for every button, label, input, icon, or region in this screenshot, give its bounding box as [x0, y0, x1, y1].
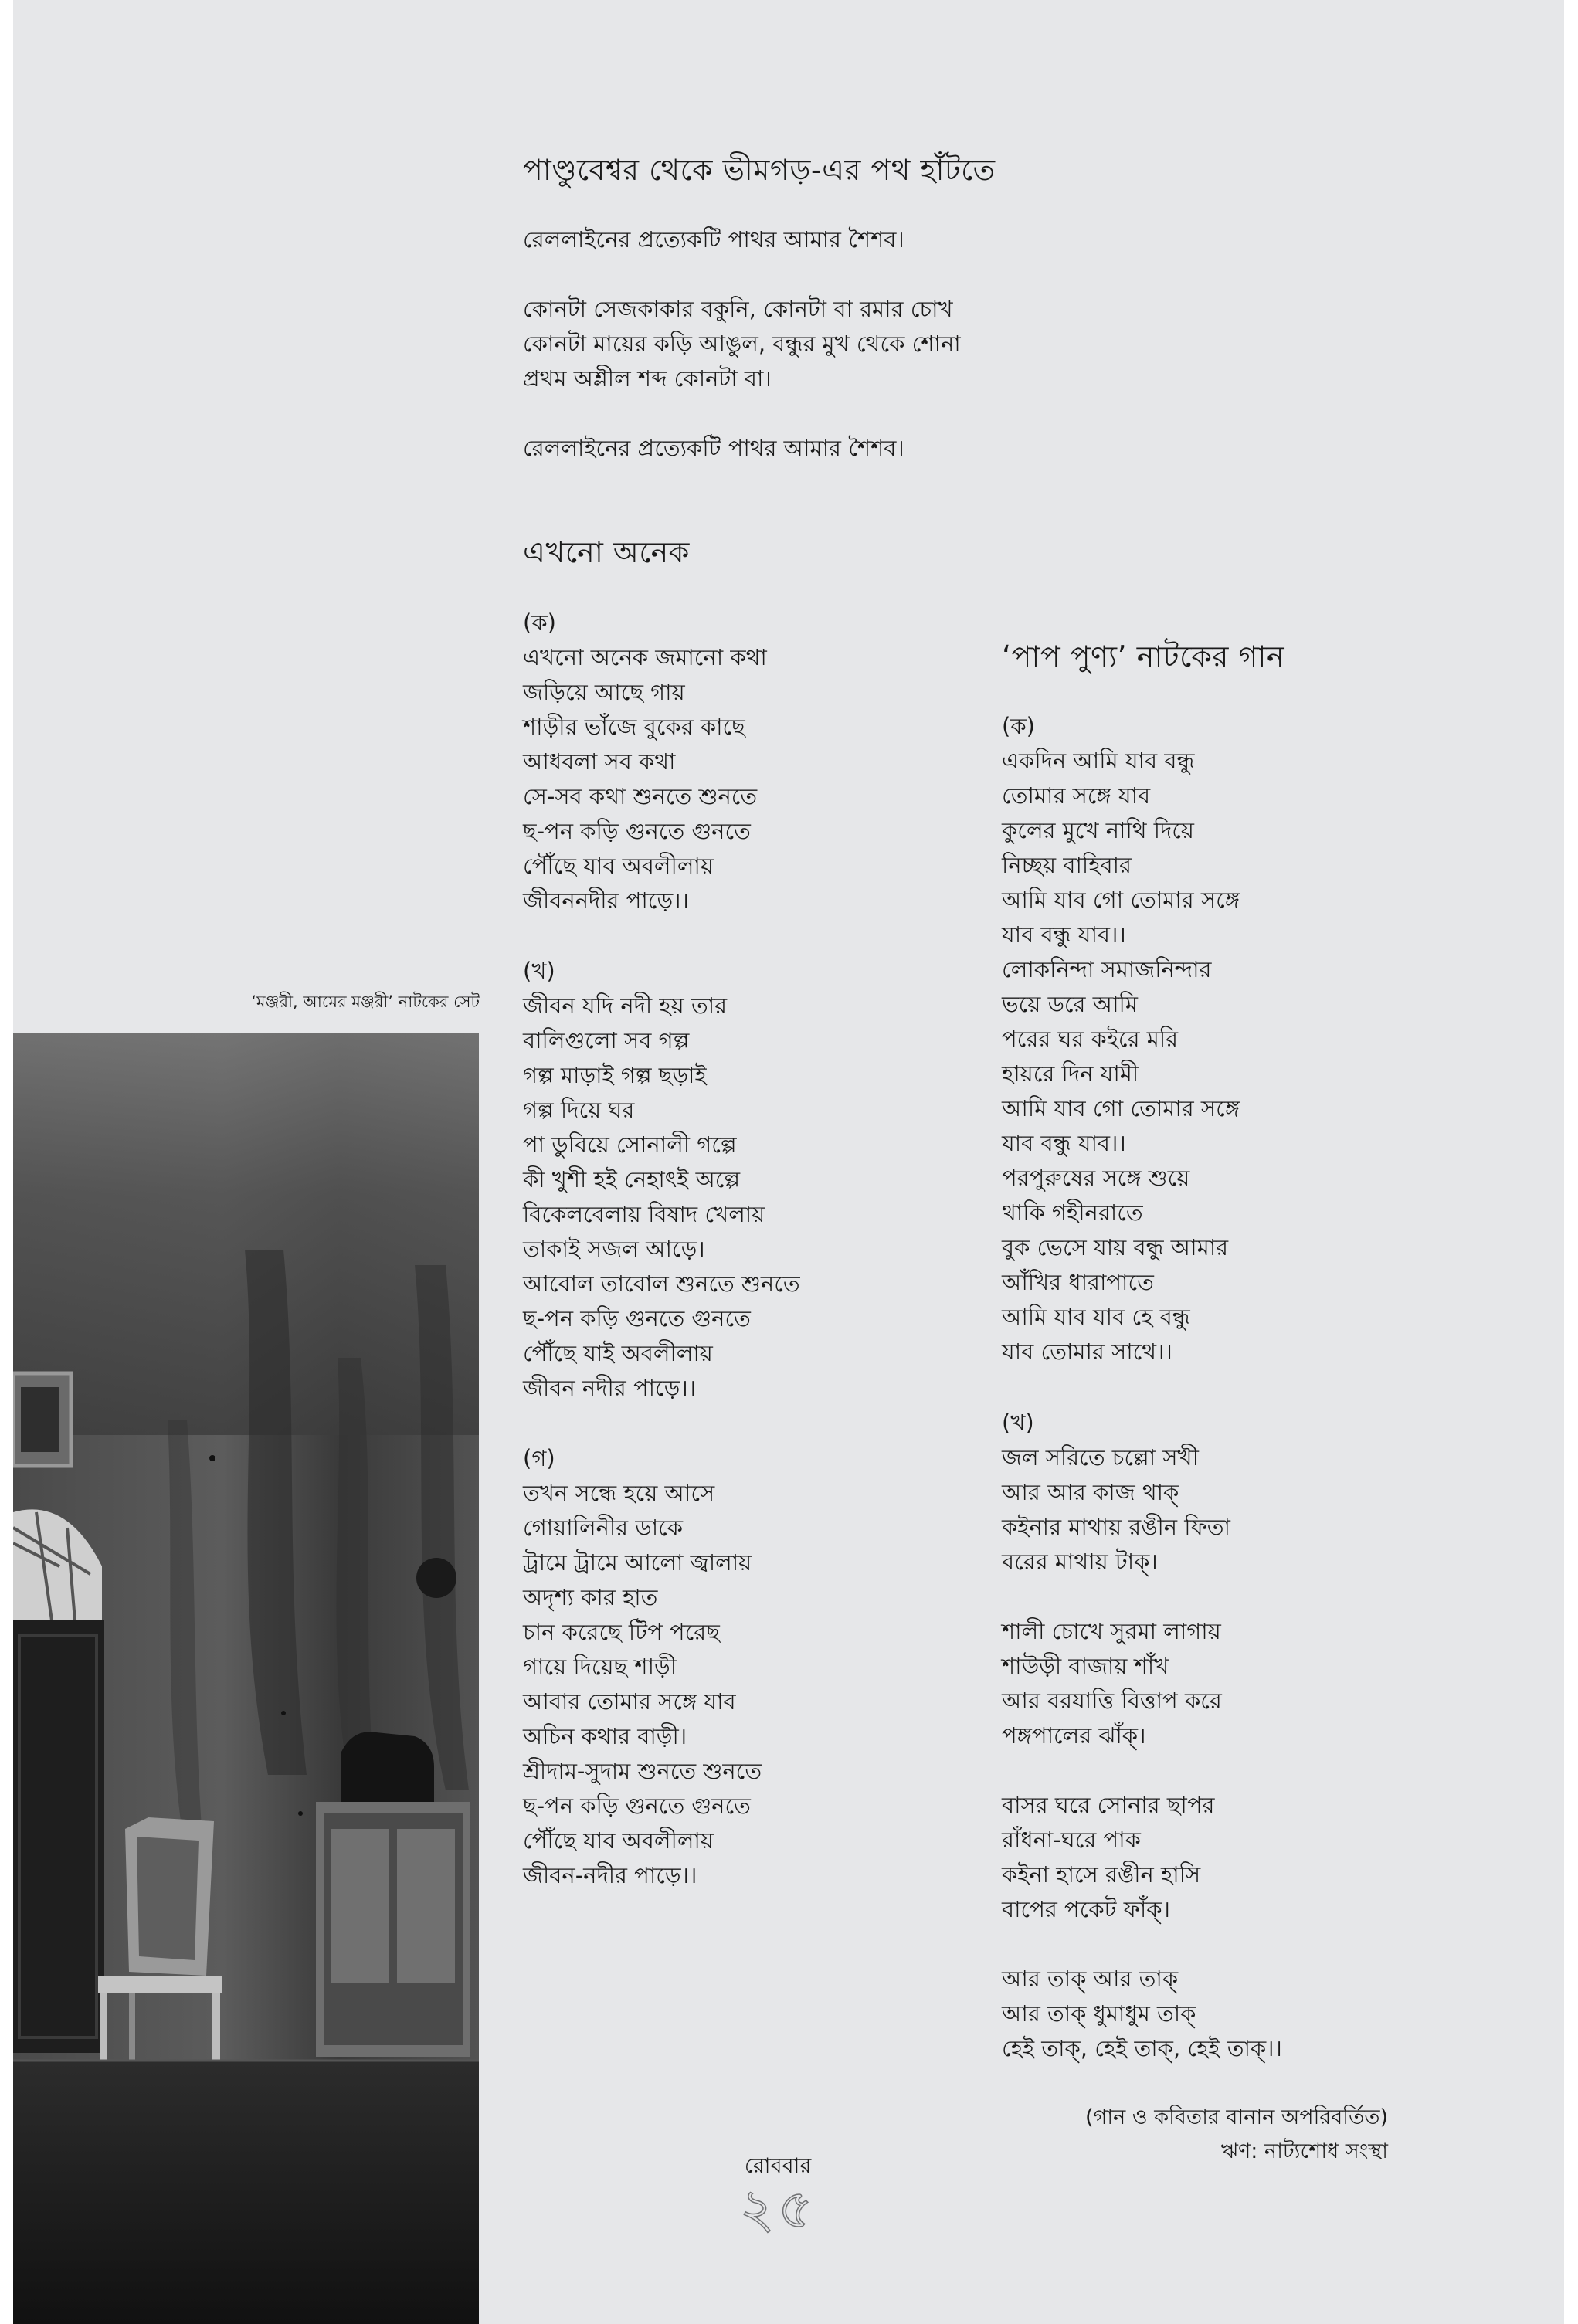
- song-line: আর তাক্ আর তাক্: [1002, 1966, 1179, 1992]
- poem-line: আবার তোমার সঙ্গে যাব: [523, 1688, 736, 1715]
- source-credit: ঋণ: নাট্যশোধ সংস্থা: [1220, 2139, 1388, 2163]
- song-line: কইনার মাথায় রঙীন ফিতা: [1002, 1514, 1230, 1540]
- song-line: বুক ভেসে যায় বন্ধু আমার: [1002, 1234, 1229, 1260]
- publication-name: রোববার: [744, 2154, 812, 2178]
- poem-line: পৌঁছে যাই অবলীলায়: [523, 1340, 713, 1366]
- poem1-stanza-3: [523, 431, 904, 466]
- poem2-section-ka: [523, 606, 767, 918]
- poem-line: জড়িয়ে আছে গায়: [523, 679, 685, 705]
- spelling-note: (গান ও কবিতার বানান অপরিবর্তিত): [1085, 2105, 1388, 2129]
- poem1-stanza-2: [523, 292, 961, 396]
- magazine-page: [13, 0, 1564, 2324]
- song-line: জল সরিতে চল্লো সখী: [1002, 1444, 1199, 1471]
- song-line: পরপুরুষের সঙ্গে শুয়ে: [1002, 1165, 1190, 1191]
- poem-line: অদৃশ্য কার হাত: [523, 1584, 658, 1610]
- stage-set-photo: [13, 1033, 479, 2324]
- song-line: পরের ঘর কইরে মরি: [1002, 1026, 1179, 1052]
- poem-line: অচিন কথার বাড়ী।: [523, 1723, 687, 1749]
- songs-section-ka: [1002, 709, 1240, 1369]
- song-line: কইনা হাসে রঙীন হাসি: [1002, 1861, 1201, 1888]
- section-label: (খ): [523, 958, 555, 984]
- song-line: হায়রে দিন যামী: [1002, 1060, 1139, 1087]
- section-label: (ক): [523, 609, 556, 636]
- credits-block: [1085, 2101, 1388, 2169]
- songs-section-kha: [1002, 1406, 1230, 1579]
- poem-line: ট্রামে ট্রামে আলো জ্বালায়: [523, 1549, 752, 1576]
- section-label: (ক): [1002, 713, 1035, 739]
- song-line: রাঁধনা-ঘরে পাক: [1002, 1827, 1141, 1853]
- song-line: আর তাক্ ধুমাধুম তাক্: [1002, 2000, 1196, 2027]
- song-line: বরের মাথায় টাক্।: [1002, 1549, 1158, 1575]
- poem-line: আধবলা সব কথা: [523, 748, 676, 775]
- poem-line: কী খুশী হই নেহাৎই অল্পে: [523, 1166, 741, 1193]
- poem-line: গোয়ালিনীর ডাকে: [523, 1515, 684, 1541]
- poem-line: বালিগুলো সব গল্প: [523, 1027, 690, 1053]
- poem-line: জীবন-নদীর পাড়ে।।: [523, 1862, 697, 1888]
- song-line: পঙ্গপালের ঝাঁক্।: [1002, 1722, 1146, 1749]
- song-line: কুলের মুখে নাথি দিয়ে: [1002, 817, 1195, 843]
- poem-line: রেললাইনের প্রত্যেকটি পাথর আমার শৈশব।: [523, 435, 904, 461]
- poem-line: পৌঁছে যাব অবলীলায়: [523, 853, 714, 879]
- songs-stanza-2: [1002, 1614, 1222, 1753]
- song-line: বাপের পকেট ফাঁক্।: [1002, 1896, 1170, 1922]
- song-line: শাউড়ী বাজায় শাঁখ: [1002, 1653, 1169, 1679]
- song-line: আমি যাব যাব হে বন্ধু: [1002, 1304, 1190, 1330]
- poem2-section-ga: [523, 1441, 762, 1893]
- poem-line: ছ-পন কড়ি গুনতে গুনতে: [523, 1305, 751, 1332]
- poem-line: ছ-পন কড়ি গুনতে গুনতে: [523, 818, 751, 844]
- song-line: আর আর কাজ থাক্: [1002, 1479, 1179, 1505]
- poem-line: জীবন নদীর পাড়ে।।: [523, 1375, 697, 1401]
- poem-line: গল্প মাড়াই গল্প ছড়াই: [523, 1062, 707, 1088]
- poem-line: গল্প দিয়ে ঘর: [523, 1097, 635, 1123]
- song-line: একদিন আমি যাব বন্ধু: [1002, 748, 1195, 774]
- poem-line: জীবননদীর পাড়ে।।: [523, 887, 689, 914]
- poem-title-ekhono-onek: এখনো অনেক: [523, 535, 690, 569]
- poem-line: রেললাইনের প্রত্যেকটি পাথর আমার শৈশব।: [523, 226, 904, 253]
- song-line: যাব বন্ধু যাব।।: [1002, 921, 1126, 948]
- poem1-stanza-1: [523, 222, 904, 257]
- poem2-section-kha: [523, 954, 800, 1406]
- songs-stanza-4: [1002, 1962, 1282, 2066]
- poem-line: ছ-পন কড়ি গুনতে গুনতে: [523, 1793, 751, 1819]
- song-line: আমি যাব গো তোমার সঙ্গে: [1002, 887, 1240, 913]
- poem-line: কোনটা সেজকাকার বকুনি, কোনটা বা রমার চোখ: [523, 296, 953, 322]
- poem-line: শাড়ীর ভাঁজে বুকের কাছে: [523, 714, 745, 740]
- poem-line: আবোল তাবোল শুনতে শুনতে: [523, 1271, 800, 1297]
- song-line: নিচ্ছয় বাহিবার: [1002, 852, 1132, 878]
- poem-line: পৌঁছে যাব অবলীলায়: [523, 1827, 714, 1854]
- poem-line: গায়ে দিয়েছ শাড়ী: [523, 1654, 677, 1680]
- photo-caption: ‘মঞ্জরী, আমের মঞ্জরী’ নাটকের সেট: [251, 992, 480, 1011]
- poem-line: এখনো অনেক জমানো কথা: [523, 644, 767, 670]
- song-line: লোকনিন্দা সমাজনিন্দার: [1002, 956, 1212, 982]
- song-line: আঁখির ধারাপাতে: [1002, 1269, 1154, 1295]
- poem-line: সে-সব কথা শুনতে শুনতে: [523, 783, 758, 809]
- song-line: যাব তোমার সাথে।।: [1002, 1338, 1172, 1365]
- song-line: তোমার সঙ্গে যাব: [1002, 782, 1151, 809]
- section-label: (গ): [523, 1445, 555, 1471]
- poem-line: চান করেছে টিপ পরেছ: [523, 1619, 720, 1645]
- song-line: আর বরযাত্তি বিত্তাপ করে: [1002, 1688, 1222, 1714]
- poem-line: কোনটা মায়ের কড়ি আঙুল, বন্ধুর মুখ থেকে শোনা: [523, 331, 961, 357]
- song-line: আমি যাব গো তোমার সঙ্গে: [1002, 1095, 1240, 1121]
- poem-line: পা ডুবিয়ে সোনালী গল্পে: [523, 1131, 737, 1158]
- songs-stanza-3: [1002, 1788, 1214, 1927]
- song-line: বাসর ঘরে সোনার ছাপর: [1002, 1792, 1215, 1818]
- song-line: শালী চোখে সুরমা লাগায়: [1002, 1618, 1221, 1644]
- poem-line: শ্রীদাম-সুদাম শুনতে শুনতে: [523, 1758, 762, 1784]
- poem-title-pandabeswar: পাণ্ডুবেশ্বর থেকে ভীমগড়-এর পথ হাঁটতে: [523, 153, 996, 187]
- song-line: থাকি গহীনরাতে: [1002, 1199, 1143, 1226]
- poem-line: বিকেলবেলায় বিষাদ খেলায়: [523, 1201, 765, 1227]
- song-line: হেই তাক্, হেই তাক্, হেই তাক্।।: [1002, 2035, 1282, 2061]
- page-number: ২৫: [739, 2177, 816, 2241]
- poem-line: প্রথম অশ্লীল শব্দ কোনটা বা।: [523, 365, 772, 392]
- poem-line: তাকাই সজল আড়ে।: [523, 1236, 705, 1262]
- poem-line: তখন সন্ধে হয়ে আসে: [523, 1480, 715, 1506]
- song-line: ভয়ে ডরে আমি: [1002, 991, 1138, 1017]
- song-line: যাব বন্ধু যাব।।: [1002, 1130, 1126, 1156]
- poem-line: জীবন যদি নদী হয় তার: [523, 992, 728, 1019]
- section-label: (খ): [1002, 1410, 1034, 1436]
- songs-title-paap-punya: ‘পাপ পুণ্য’ নাটকের গান: [1002, 640, 1285, 673]
